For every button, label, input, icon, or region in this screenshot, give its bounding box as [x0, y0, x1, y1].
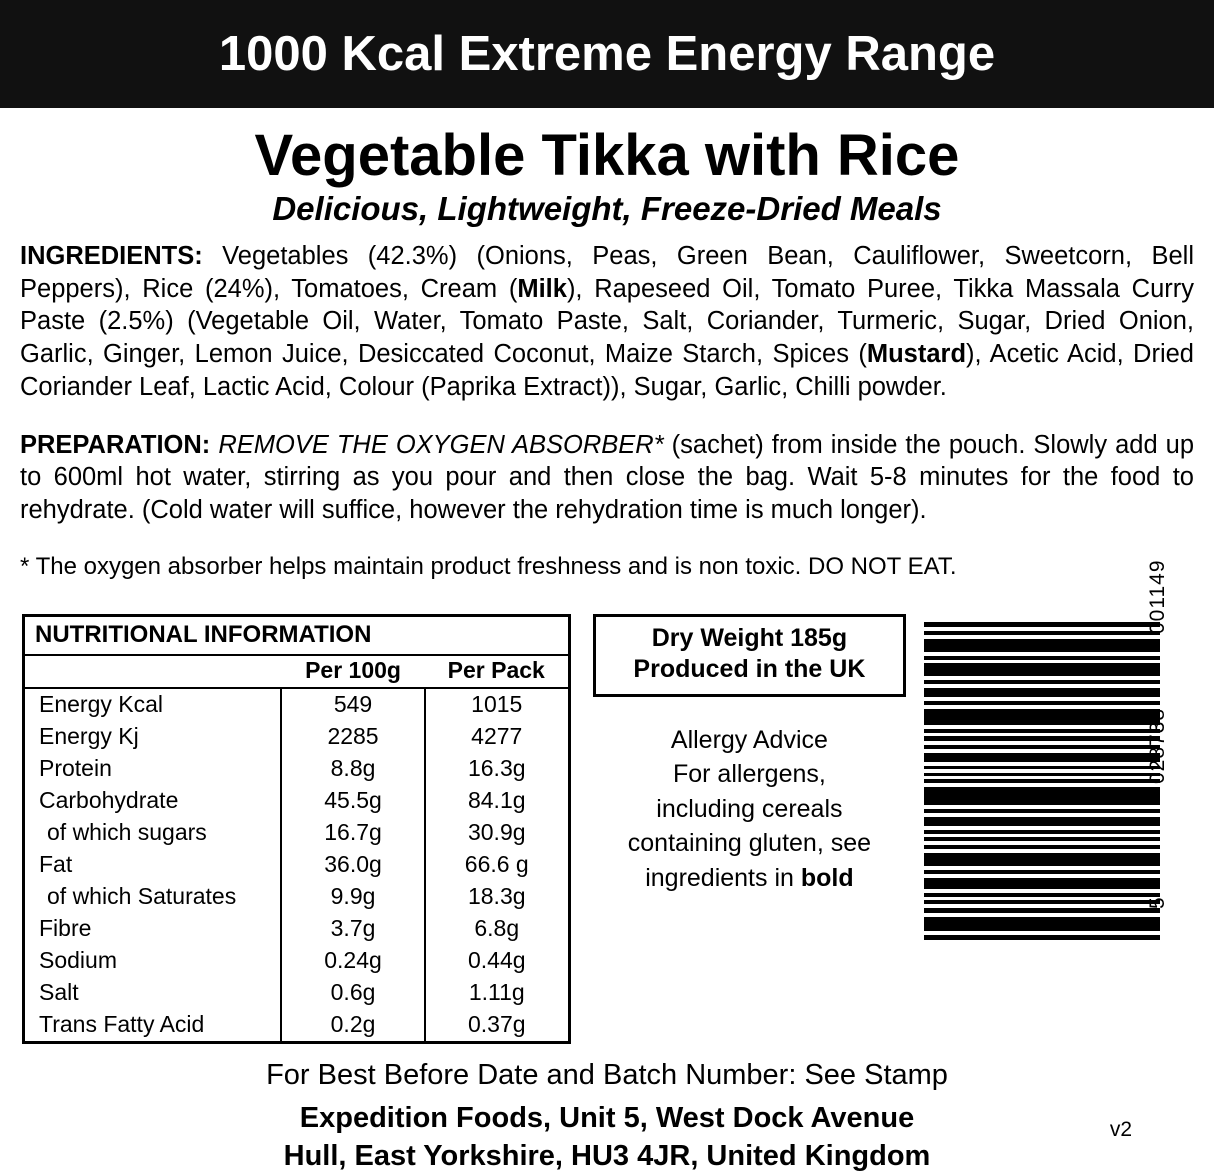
table-row [25, 817, 568, 849]
nutrient-per-pack: 66.6 g [464, 851, 529, 878]
nutrition-header-row [25, 656, 568, 688]
nutrition-table-body [25, 688, 568, 1041]
nutrient-name: of which sugars [25, 817, 281, 849]
product-title: Vegetable Tikka with Rice [254, 123, 960, 188]
nutrient-per-100g: 9.9g [281, 881, 424, 913]
table-row [25, 785, 568, 817]
table-row [25, 913, 568, 945]
allergy-advice-line-5-text: ingredients in [645, 863, 801, 892]
allergy-advice [593, 723, 906, 896]
table-row [25, 688, 568, 721]
nutrient-per-100g: 2285 [281, 721, 424, 753]
allergy-advice-line-3: including cereals [656, 794, 843, 823]
nutrient-name: Carbohydrate [25, 785, 281, 817]
table-row [25, 945, 568, 977]
dry-weight-box [593, 614, 906, 697]
nutrient-name: Protein [25, 753, 281, 785]
nutrient-name: Fat [25, 849, 281, 881]
nutrition-col-header-1: Per 100g [281, 656, 424, 688]
label-body [0, 240, 1214, 582]
ingredients-paragraph [20, 240, 1194, 403]
nutrient-per-pack: 4277 [471, 723, 523, 750]
dry-weight-line: Dry Weight 185g [651, 624, 848, 653]
table-row [25, 881, 568, 913]
range-banner [0, 0, 1214, 108]
nutrition-col-header-2: Per Pack [425, 656, 568, 688]
allergy-advice-line-2: For allergens, [672, 760, 826, 789]
nutrient-per-pack: 0.44g [467, 947, 526, 974]
preparation-text: (sachet) from inside the pouch. Slowly add up to 600ml hot water, stirring as you pour and then close the bag. Wait 5-8 minutes for the food to rehydrate. (Cold water will suffice, however the rehydration time is much longer). [20, 430, 1194, 525]
barcode-icon [924, 614, 1160, 940]
nutrient-per-pack: 30.9g [467, 819, 526, 846]
allergy-advice-line-4: containing gluten, see [627, 829, 872, 858]
ingredients-allergen-milk: Milk [517, 274, 567, 303]
ingredients-text-3: ), Acetic Acid, Dried Coriander Leaf, Lactic Acid, Colour (Paprika Extract)), Sugar, Garlic, Chilli powder. [20, 340, 1194, 401]
table-row [25, 721, 568, 753]
preparation-paragraph [20, 429, 1194, 527]
allergy-advice-title: Allergy Advice [670, 725, 828, 754]
product-title-block [0, 108, 1214, 227]
ingredients-text-2: ), Rapeseed Oil, Tomato Puree, Tikka Massala Curry Paste (2.5%) (Vegetable Oil, Water, Tomato Paste, Salt, Coriander, Turmeric, Sugar, Dried Onion, Garlic, Ginger, Lemon Juice, Desiccated Coconut, Maize Starch, Spices ( [20, 274, 1194, 369]
nutrient-per-pack: 16.3g [467, 755, 526, 782]
table-row [25, 977, 568, 1009]
nutrient-name: Energy Kcal [25, 688, 281, 721]
allergy-advice-bold-word: bold [800, 863, 854, 892]
nutrient-name: Sodium [25, 945, 281, 977]
barcode-area [924, 559, 1196, 944]
nutrient-per-100g: 16.7g [281, 817, 424, 849]
preparation-warning: REMOVE THE OXYGEN ABSORBER* [210, 430, 664, 459]
nutrient-per-100g: 0.2g [281, 1009, 424, 1041]
nutrient-per-100g: 3.7g [281, 913, 424, 945]
best-before-text: For Best Before Date and Batch Number: See Stamp [266, 1059, 948, 1092]
nutrient-per-100g: 549 [281, 688, 424, 721]
oxygen-absorber-footnote: * The oxygen absorber helps maintain product freshness and is non toxic. DO NOT EAT. [20, 553, 957, 581]
company-address-line-1: Expedition Foods, Unit 5, West Dock Avenue [299, 1101, 915, 1134]
nutrient-per-100g: 8.8g [281, 753, 424, 785]
nutrient-per-100g: 0.6g [281, 977, 424, 1009]
nutrient-name: Trans Fatty Acid [25, 1009, 281, 1041]
table-row [25, 753, 568, 785]
company-address-line-2: Hull, East Yorkshire, HU3 4JR, United Kingdom [283, 1140, 931, 1173]
nutrient-per-pack: 0.37g [467, 1011, 526, 1038]
allergy-advice-line-5 [593, 861, 906, 896]
nutrition-table-box [22, 614, 571, 1044]
nutrient-per-100g: 0.24g [281, 945, 424, 977]
table-row [25, 849, 568, 881]
nutrient-per-pack: 6.8g [474, 915, 520, 942]
nutrient-per-100g: 36.0g [281, 849, 424, 881]
nutrient-per-100g: 45.5g [281, 785, 424, 817]
info-column [593, 614, 906, 895]
version-text: v2 [1109, 1118, 1132, 1141]
product-subtitle: Delicious, Lightweight, Freeze-Dried Meals [272, 189, 942, 227]
ingredients-label: INGREDIENTS: [20, 242, 203, 271]
range-banner-title: 1000 Kcal Extreme Energy Range [218, 26, 996, 81]
nutrient-per-pack: 1.11g [468, 979, 525, 1006]
barcode-digits-top: 001149 [1146, 559, 1169, 635]
barcode-digits [1146, 559, 1196, 944]
table-row [25, 1009, 568, 1041]
barcode-digit-lead: 5 [1146, 896, 1169, 910]
company-address [0, 1099, 1214, 1176]
barcode-digits-bottom: 028738 [1146, 708, 1169, 785]
ingredients-allergen-mustard: Mustard [866, 340, 967, 369]
nutrient-name: Energy Kj [25, 721, 281, 753]
label-footer [0, 1044, 1214, 1175]
nutrient-name: of which Saturates [25, 881, 281, 913]
nutrient-name: Salt [25, 977, 281, 1009]
nutrient-per-pack: 1015 [471, 691, 523, 718]
produced-in-line: Produced in the UK [633, 655, 866, 684]
nutrition-col-header-0 [25, 656, 281, 688]
preparation-label: PREPARATION: [20, 430, 211, 459]
nutrient-per-pack: 84.1g [467, 787, 526, 814]
nutrient-per-pack: 18.3g [467, 883, 526, 910]
nutrition-table-head [25, 656, 568, 688]
nutrition-table [25, 617, 568, 1041]
nutrition-table-caption: NUTRITIONAL INFORMATION [25, 617, 568, 656]
nutrient-name: Fibre [25, 913, 281, 945]
ingredients-text-1: Vegetables (42.3%) (Onions, Peas, Green Bean, Cauliflower, Sweetcorn, Bell Peppers), Rice (24%), Tomatoes, Cream ( [20, 242, 1194, 303]
